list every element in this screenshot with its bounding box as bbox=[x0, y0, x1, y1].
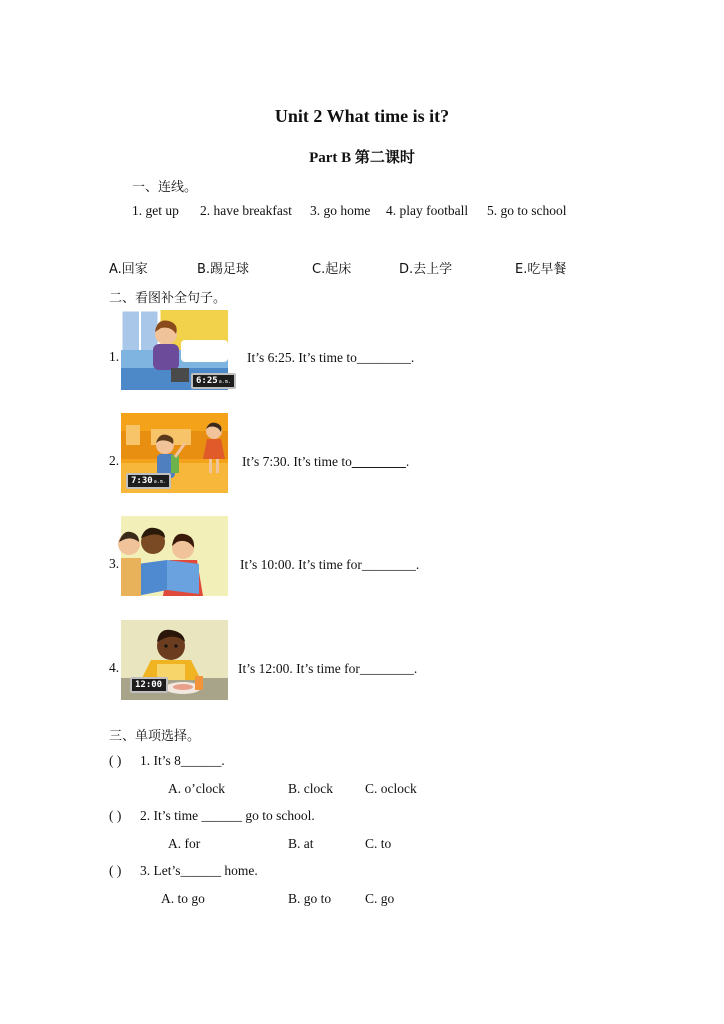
q1-option-a: A. o’clock bbox=[168, 781, 225, 796]
picture-number-1: 1. bbox=[109, 349, 120, 364]
section1-heading: 一、连线。 bbox=[132, 180, 198, 195]
section3-heading: 三、单项选择。 bbox=[109, 729, 201, 744]
q3-option-a: A. to go bbox=[161, 891, 205, 906]
page-subtitle: Part B 第二课时 bbox=[309, 150, 415, 166]
match-option-b: B.踢足球 bbox=[197, 262, 250, 277]
picture-number-3: 3. bbox=[109, 556, 120, 571]
picture-kids-going-to-school bbox=[121, 413, 228, 493]
q1-option-b: B. clock bbox=[288, 781, 333, 796]
picture-number-2: 2. bbox=[109, 453, 120, 468]
match-item-4: 4. play football bbox=[386, 203, 469, 218]
match-option-e: E.吃早餐 bbox=[515, 262, 567, 277]
sentence-3-blank[interactable]: ________ bbox=[361, 557, 416, 572]
match-item-5: 5. go to school bbox=[487, 203, 567, 218]
section2-heading: 二、看图补全句子。 bbox=[109, 291, 227, 306]
clock-display-4: 12:00 bbox=[130, 677, 168, 693]
picture-number-4: 4. bbox=[109, 660, 120, 675]
match-option-d: D.去上学 bbox=[399, 262, 453, 277]
picture-boy-waking-up bbox=[121, 310, 231, 390]
picture-kids-reading bbox=[121, 516, 228, 596]
sentence-4: It’s 12:00. It’s time for________. bbox=[238, 661, 418, 676]
q2-option-b: B. at bbox=[288, 836, 314, 851]
question-3: 3. Let’s______ home. bbox=[140, 863, 258, 878]
clock-display-2: 7:30a.m. bbox=[126, 473, 171, 489]
clock-display-1: 6:25a.m. bbox=[191, 373, 236, 389]
q2-option-a: A. for bbox=[168, 836, 201, 851]
answer-paren-3[interactable]: ( ) bbox=[109, 863, 122, 878]
q2-option-c: C. to bbox=[365, 836, 392, 851]
answer-paren-2[interactable]: ( ) bbox=[109, 808, 122, 823]
match-option-c: C.起床 bbox=[312, 262, 352, 277]
match-item-2: 2. have breakfast bbox=[200, 203, 292, 218]
q3-option-c: C. go bbox=[365, 891, 395, 906]
question-2: 2. It’s time ______ go to school. bbox=[140, 808, 315, 823]
sentence-2-text: It’s 7:30. It’s time to bbox=[242, 454, 352, 469]
match-item-3: 3. go home bbox=[310, 203, 371, 218]
question-1: 1. It’s 8______. bbox=[140, 753, 225, 768]
answer-paren-1[interactable]: ( ) bbox=[109, 753, 122, 768]
match-option-a: A.回家 bbox=[109, 262, 148, 277]
sentence-4-text: It’s 12:00. It’s time for bbox=[238, 661, 360, 676]
q1-option-c: C. oclock bbox=[365, 781, 417, 796]
sentence-3-text: It’s 10:00. It’s time for bbox=[240, 557, 362, 572]
sentence-4-blank[interactable]: ________ bbox=[359, 661, 414, 676]
sentence-1-blank[interactable]: ________ bbox=[356, 350, 411, 365]
sentence-1: It’s 6:25. It’s time to________. bbox=[247, 350, 415, 365]
sentence-2: It’s 7:30. It’s time to________. bbox=[242, 454, 410, 469]
match-item-1: 1. get up bbox=[132, 203, 179, 218]
sentence-1-text: It’s 6:25. It’s time to bbox=[247, 350, 357, 365]
picture-boy-eating-lunch bbox=[121, 620, 228, 700]
page-title: Unit 2 What time is it? bbox=[274, 106, 450, 126]
sentence-3: It’s 10:00. It’s time for________. bbox=[240, 557, 420, 572]
sentence-2-blank[interactable]: ________ bbox=[351, 454, 406, 469]
q3-option-b: B. go to bbox=[288, 891, 332, 906]
